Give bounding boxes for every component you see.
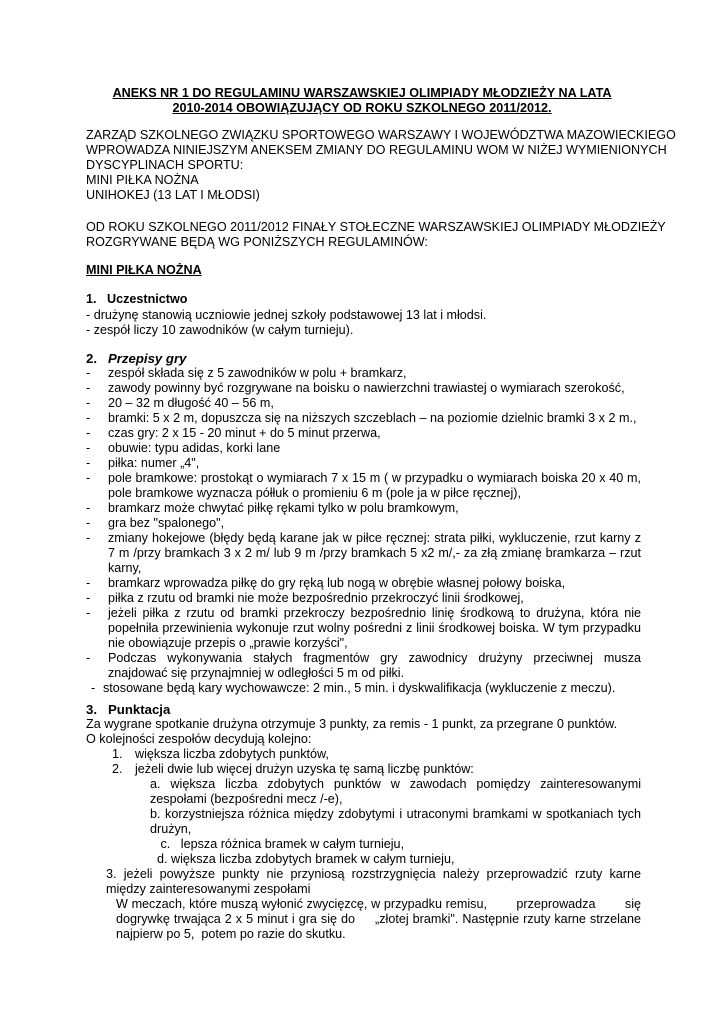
ranking-subitem-text: a. większa liczba zdobytych punktów w zawodach pomiędzy zainteresowanymi zespołami (bezpośredni mecz /-e), [150, 777, 641, 806]
ranking-item: 3. jeżeli powyższe punkty nie przyniosą rozstrzygnięcia należy przeprowadzić rzuty karne między zainteresowanymi zespołami [106, 867, 641, 896]
intro-line: DYSCYPLINACH SPORTU: [86, 158, 244, 172]
overtime-paragraph [86, 897, 645, 942]
list-item [86, 501, 641, 516]
ranking-text: większa liczba zdobytych punktów, [135, 747, 329, 761]
list-item-text: zmiany hokejowe (błędy będą karane jak w piłce ręcznej: strata piłki, wykluczenie, rzut karny z 7 m /przy bramkach 3 x 2 m/ lub 9 m /przy bramkach 5 x2 m/,- za złą zmianę bramkarza – rzut karny, [108, 531, 641, 575]
list-item-text: piłka z rzutu od bramki nie może bezpośrednio przekroczyć linii środkowej, [108, 591, 524, 605]
list-item [86, 591, 641, 606]
section-title: Uczestnictwo [107, 292, 188, 306]
dash-marker: - [86, 516, 91, 530]
intro-line: ZARZĄD SZKOLNEGO ZWIĄZKU SPORTOWEGO WARSZAWY I WOJEWÓDZTWA MAZOWIECKIEGO [86, 128, 676, 142]
ranking-text: jeżeli dwie lub więcej drużyn uzyska tę samą liczbę punktów: [135, 762, 474, 776]
dash-marker: - [86, 381, 91, 395]
dash-marker: - [86, 651, 91, 665]
rules-list [86, 366, 641, 696]
dash-marker: - [86, 441, 91, 455]
title-line-1: ANEKS NR 1 DO REGULAMINU WARSZAWSKIEJ OLIMPIADY MŁODZIEŻY NA LATA [112, 86, 612, 100]
scoring-line: O kolejności zespołów decydują kolejno: [86, 732, 312, 746]
section-title: Punktacja [108, 702, 171, 717]
section-heading [86, 702, 641, 717]
dash-marker: - [86, 501, 91, 515]
list-item-text: pole bramkowe: prostokąt o wymiarach 7 x 15 m ( w przypadku o wymiarach boiska 20 x 40 m, pole bramkowe wyznacza półłuk o promieniu 6 m (pole ja w piłce ręcznej), [108, 471, 641, 500]
dash-marker: - [86, 471, 91, 485]
list-item [86, 381, 641, 396]
list-item [86, 576, 641, 591]
section-heading [86, 292, 646, 307]
list-item-text: piłka: numer „4", [108, 456, 200, 470]
ranking-number: 1. [112, 747, 123, 761]
list-item-text: zawody powinny być rozgrywane na boisku o nawierzchni trawiastej o wymiarach szerokość, [108, 381, 625, 395]
list-item [86, 471, 641, 501]
intro-paragraph [86, 128, 676, 203]
dash-marker: - [86, 606, 91, 620]
list-item-text: gra bez "spalonego", [108, 516, 225, 530]
ranking-subitem: c. lepsza różnica bramek w całym turnieju, [150, 837, 405, 851]
list-item-text: bramkarz może chwytać piłkę rękami tylko w polu bramkowym, [108, 501, 459, 515]
list-item [86, 456, 641, 471]
section-number: 2. [86, 351, 97, 366]
dash-marker: - [86, 576, 91, 590]
dash-marker: - [86, 591, 91, 605]
list-item [86, 411, 641, 426]
overtime-text: W meczach, które muszą wyłonić zwycięzcę, w przypadku remisu, przeprowadza się dogrywkę trwająca 2 x 5 minut i gra się do „złotej bramki". Następnie rzuty karne strzelane najpierw po 5, potem po razie do skutku. [116, 897, 645, 941]
intro-line: MINI PIŁKA NOŻNA [86, 173, 199, 187]
list-item [86, 426, 641, 441]
list-item [86, 441, 641, 456]
dash-marker: - [91, 681, 96, 695]
mini-football-heading: MINI PIŁKA NOŻNA [86, 263, 202, 277]
finals-line: OD ROKU SZKOLNEGO 2011/2012 FINAŁY STOŁECZNE WARSZAWSKIEJ OLIMPIADY MŁODZIEŻY [86, 220, 666, 234]
list-item-text: jeżeli piłka z rzutu od bramki przekroczy bezpośrednio linię środkową to drużyna, która nie popełniła przewinienia wykonuje rzut wolny pośredni z linii środkowej boiska. W tym przypadku nie obowiązuje przepis o „prawie korzyści", [108, 606, 641, 650]
ranking-subitem [86, 807, 641, 837]
section-scoring [86, 702, 645, 942]
list-item-text: bramki: 5 x 2 m, dopuszcza się na niższych szczeblach – na poziomie dzielnic bramki 3 x 2 m., [108, 411, 637, 425]
list-item [86, 681, 641, 696]
list-item-text: zespół składa się z 5 zawodników w polu + bramkarz, [108, 366, 407, 380]
list-item-text: stosowane będą kary wychowawcze: 2 min., 5 min. i dyskwalifikacja (wykluczenie z meczu). [103, 681, 616, 695]
section-line: - drużynę stanowią uczniowie jednej szkoły podstawowej 13 lat i młodsi. [86, 308, 487, 322]
finals-line: ROZGRYWANE BĘDĄ WG PONIŻSZYCH REGULAMINÓW: [86, 235, 428, 249]
ranking-subitem [86, 777, 641, 807]
intro-line: WPROWADZA NINIEJSZYM ANEKSEM ZMIANY DO REGULAMINU WOM W NIŻEJ WYMIENIONYCH [86, 143, 667, 157]
dash-marker: - [86, 396, 91, 410]
finals-paragraph [86, 220, 666, 250]
list-item [86, 531, 641, 576]
section-heading [86, 351, 641, 366]
section-number: 3. [86, 702, 97, 717]
list-item [86, 606, 641, 651]
ranking-number: 2. [112, 762, 123, 776]
section-number: 1. [86, 292, 97, 306]
ranking-item [86, 762, 641, 777]
list-item-text: czas gry: 2 x 15 - 20 minut + do 5 minut przerwa, [108, 426, 381, 440]
section-game-rules [86, 351, 641, 696]
list-item [86, 651, 641, 681]
dash-marker: - [86, 366, 91, 380]
list-item-text: obuwie: typu adidas, korki lane [108, 441, 281, 455]
ranking-subitem-text: b. korzystniejsza różnica między zdobytymi i utraconymi bramkami w spotkaniach tych drużyn, [150, 807, 641, 836]
dash-marker: - [86, 456, 91, 470]
ranking-item [86, 747, 641, 762]
section-line: - zespół liczy 10 zawodników (w całym turnieju). [86, 323, 354, 337]
document-title [86, 86, 638, 116]
section-title: Przepisy gry [108, 351, 187, 366]
dash-marker: - [86, 426, 91, 440]
scoring-line: Za wygrane spotkanie drużyna otrzymuje 3 punkty, za remis - 1 punkt, za przegrane 0 punktów. [86, 717, 618, 731]
ranking-subitem: d. większa liczba zdobytych bramek w całym turnieju, [150, 852, 455, 866]
section-participation [86, 292, 646, 338]
list-item-text: Podczas wykonywania stałych fragmentów gry zawodnicy drużyny przeciwnej musza znajdować się przynajmniej w odległości 5 m od piłki. [108, 651, 641, 680]
list-item [86, 366, 641, 381]
intro-line: UNIHOKEJ (13 LAT I MŁODSI) [86, 188, 260, 202]
list-item [86, 396, 641, 411]
dash-marker: - [86, 411, 91, 425]
list-item-text: bramkarz wprowadza piłkę do gry ręką lub nogą w obrębie własnej połowy boiska, [108, 576, 566, 590]
list-item-text: 20 – 32 m długość 40 – 56 m, [108, 396, 274, 410]
dash-marker: - [86, 531, 91, 545]
list-item [86, 516, 641, 531]
title-line-2: 2010-2014 OBOWIĄZUJĄCY OD ROKU SZKOLNEGO 2011/2012. [172, 101, 552, 115]
